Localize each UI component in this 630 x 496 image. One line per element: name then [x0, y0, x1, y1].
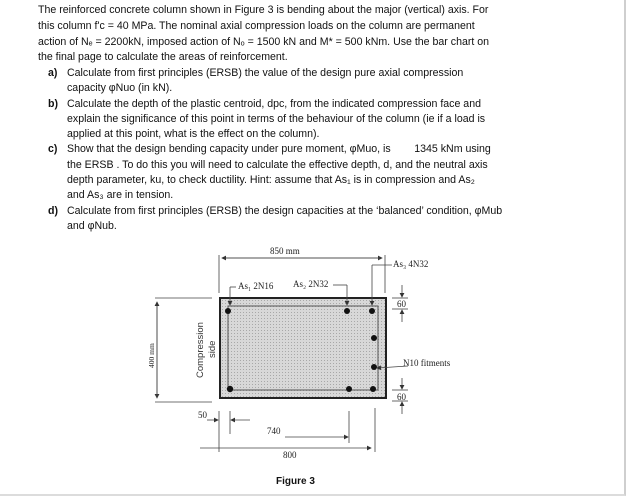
top-cover-label: 60	[397, 299, 406, 309]
compression-side-label: Compression	[195, 322, 206, 378]
dimension-740-label: 740	[267, 426, 281, 436]
question-line: the ERSB . To do this you will need to calculate the effective depth, d, and the neutral axis	[67, 159, 488, 171]
intro-line: the final page to calculate the areas of reinforcement.	[38, 51, 288, 63]
fitments-label: N10 fitments	[403, 358, 451, 368]
dimension-50-label: 50	[198, 410, 207, 420]
width-dimension-label: 850 mm	[270, 246, 300, 256]
question-label: d)	[48, 205, 58, 217]
as1-label: As₁ 2N16	[238, 281, 274, 291]
question-line: Calculate from first principles (ERSB) the value of the design pure axial compression	[67, 67, 464, 79]
section-rectangle	[220, 298, 386, 398]
as2-label: As₂ 2N32	[293, 279, 329, 289]
question-label: a)	[48, 67, 58, 79]
question-line: explain the significance of this point in terms of the behaviour of the column (ie if a load is	[67, 113, 486, 125]
intro-line: The reinforced concrete column shown in Figure 3 is bending about the major (vertical) axis. For	[38, 4, 489, 16]
question-line: Show that the design bending capacity under pure moment, φMuo, is 1345 kNm using	[67, 143, 491, 155]
question-line: capacity φNuo (in kN).	[67, 82, 173, 94]
bottom-cover-label: 60	[397, 392, 406, 402]
dimension-800-label: 800	[283, 450, 297, 460]
question-line: and As₃ are in tension.	[67, 189, 174, 201]
compression-side-label-2: side	[207, 340, 218, 358]
question-line: applied at this point, what is the effect on the column).	[67, 128, 320, 140]
question-line: depth parameter, ku, to check ductility. Hint: assume that As₁ is in compression and As₂	[67, 174, 475, 186]
as3-label: As₃ 4N32	[393, 259, 429, 269]
figure-caption: Figure 3	[276, 476, 315, 487]
question-line: Calculate from first principles (ERSB) the design capacities at the ‘balanced’ condition, φMub	[67, 205, 503, 217]
intro-line: action of Nₑ = 2200kN, imposed action of Nₒ = 1500 kN and M* = 500 kNm. Use the bar chart on	[38, 36, 490, 48]
intro-line: this column f'c = 40 MPa. The nominal axial compression loads on the column are permanent	[38, 20, 475, 32]
question-line: and φNub.	[67, 220, 117, 232]
question-label: b)	[48, 98, 58, 110]
question-label: c)	[48, 143, 58, 155]
height-dimension-label: 400 mm	[147, 343, 156, 368]
question-line: Calculate the depth of the plastic centroid, dpc, from the indicated compression face and	[67, 98, 481, 110]
